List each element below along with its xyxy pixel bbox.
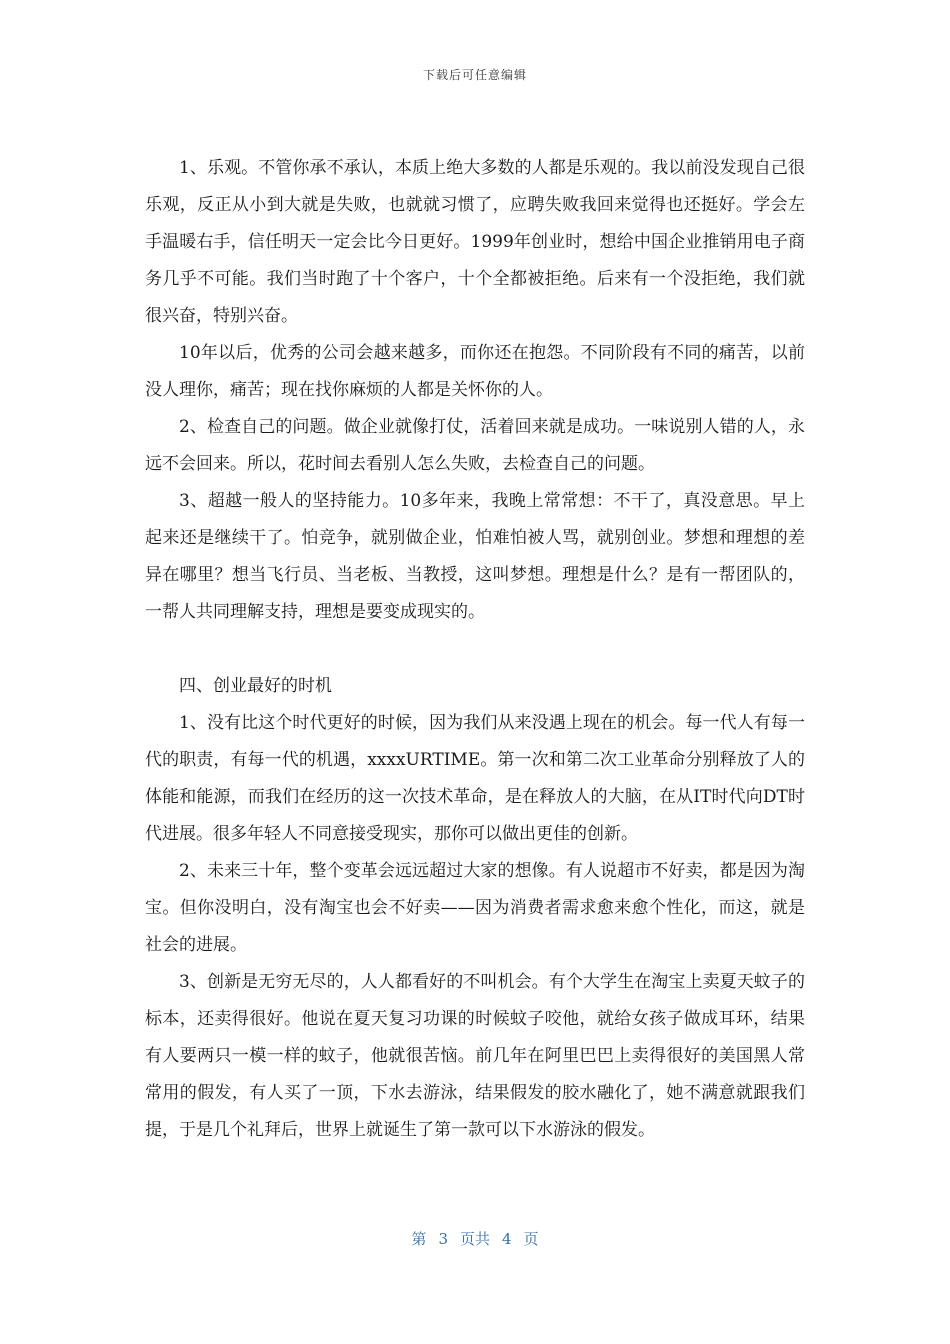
paragraph-ten-years: 10年以后，优秀的公司会越来越多，而你还在抱怨。不同阶段有不同的痛苦，以前没人理你，痛苦；现在找你麻烦的人都是关怀你的人。 <box>145 343 805 400</box>
paragraph-persistence: 3、超越一般人的坚持能力。10多年来，我晚上常常想：不干了，真没意思。早上起来还是继续干了。怕竞争，就别做企业，怕难怕被人骂，就别创业。梦想和理想的差异在哪里？想当飞行员、当老板、当教授，这叫梦想。理想是什么？是有一帮团队的，一帮人共同理解支持，理想是要变成现实的。 <box>145 491 805 622</box>
page-header: 下载后可任意编辑 <box>422 68 527 82</box>
page-label-suffix: 页 <box>523 1230 539 1248</box>
section-heading: 四、创业最好的时机 <box>179 676 332 696</box>
page-label-prefix: 第 <box>411 1230 427 1248</box>
page-number-footer <box>0 1228 950 1249</box>
total-pages-number: 4 <box>502 1230 512 1248</box>
paragraph-best-era: 1、没有比这个时代更好的时候，因为我们从来没遇上现在的机会。每一代人有每一代的职责，有每一代的机遇，xxxxURTIME。第一次和第二次工业革命分别释放了人的体能和能源，而我们在经历的这一次技术革命，是在释放人的大脑，在从IT时代向DT时代进展。很多年轻人不同意接受现实，那你可以做出更佳的创新。 <box>145 713 805 844</box>
paragraph-future-thirty-years: 2、未来三十年，整个变革会远远超过大家的想像。有人说超市不好卖，都是因为淘宝。但你没明白，没有淘宝也会不好卖——因为消费者需求愈来愈个性化，而这，就是社会的进展。 <box>145 861 805 955</box>
page-label-mid: 页共 <box>459 1230 490 1248</box>
section-spacer <box>145 631 805 668</box>
paragraph-innovation: 3、创新是无穷无尽的，人人都看好的不叫机会。有个大学生在淘宝上卖夏天蚊子的标本，还卖得很好。他说在夏天复习功课的时候蚊子咬他，就给女孩子做成耳环，结果有人要两只一模一样的蚊子，他就很苦恼。前几年在阿里巴巴上卖得很好的美国黑人常常用的假发，有人买了一顶，下水去游泳，结果假发的胶水融化了，她不满意就跟我们提，于是几个礼拜后，世界上就诞生了第一款可以下水游泳的假发。 <box>145 972 805 1140</box>
paragraph-optimism: 1、乐观。不管你承不承认，本质上绝大多数的人都是乐观的。我以前没发现自己很乐观，反正从小到大就是失败，也就就习惯了，应聘失败我回来觉得也还挺好。学会左手温暖右手，信任明天一定会比今日更好。1999年创业时，想给中国企业推销用电子商务几乎不可能。我们当时跑了十个客户，十个全都被拒绝。后来有一个没拒绝，我们就很兴奋，特别兴奋。 <box>145 158 805 326</box>
document-body <box>145 150 805 1149</box>
current-page-number: 3 <box>438 1230 448 1248</box>
paragraph-check-problems: 2、检查自己的问题。做企业就像打仗，活着回来就是成功。一味说别人错的人，永远不会回来。所以，花时间去看别人怎么失败，去检查自己的问题。 <box>145 417 805 474</box>
